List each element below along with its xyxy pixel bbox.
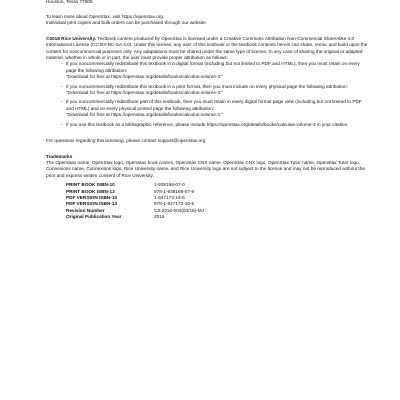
isbn-label: PDF VERSION ISBN-10 xyxy=(66,194,118,200)
isbn-table xyxy=(66,182,204,220)
revision-label: Revision Number xyxy=(66,207,105,213)
attribution-text: If you noncommercially redistribute part of this textbook, then you must retain in every digital format page view (including but not limited to PDF and HTML) and on every physical printed page the following attribution: xyxy=(66,99,362,111)
attribution-item-digital xyxy=(66,61,369,80)
isbn-value: 978-1-947172-16-6 xyxy=(154,201,195,207)
revision-value: C3-2016-003(03/18)-MJ xyxy=(154,207,205,213)
table-row xyxy=(66,214,204,220)
publication-year-label: Original Publication Year xyxy=(66,214,122,220)
attribution-item-print xyxy=(66,84,369,97)
isbn-value: 1-947172-16-6 xyxy=(154,194,185,200)
license-text: Textbook content produced by OpenStax is licensed under a Creative Commons Attribution Non-Commercial ShareAlike 4.0 International License (CC BY-NC-SA 4.0). Under this license, any user of this textbook or the textbook contents herein can share, remix, and build upon the content for noncommercial purposes only. Any adaptations must be shared under the same type of license. In any case of sharing the original or adapted material, whether in whole or in part, the user must provide proper attribution as follows: xyxy=(46,35,368,61)
attribution-item-partial xyxy=(66,99,369,118)
isbn-value: 1-938168-07-0 xyxy=(154,182,185,188)
isbn-value: 978-1-938168-07-9 xyxy=(154,188,195,194)
attribution-item-reference xyxy=(66,122,369,128)
intro-website-line: To learn more about OpenStax, visit https://openstax.org. xyxy=(46,14,165,19)
isbn-label: PRINT BOOK ISBN-13 xyxy=(66,188,115,194)
publisher-address: Houston, Texas 77005 xyxy=(46,0,93,4)
trademarks-heading: Trademarks xyxy=(46,153,73,159)
copyright-notice: ©2018 Rice University. xyxy=(46,35,97,41)
attribution-quote: “Download for free at https://openstax.org/details/books/calculus-volume-3.” xyxy=(66,74,223,80)
intro-orders-line: Individual print copies and bulk orders can be purchased through our website. xyxy=(46,20,208,26)
publication-year-value: 2016 xyxy=(154,214,165,220)
isbn-label: PRINT BOOK ISBN-10 xyxy=(66,182,115,188)
trademarks-text: The OpenStax name, OpenStax logo, OpenStax book covers, OpenStax CNX name, OpenStax CNX logo, OpenStax Tutor name, Openstax Tutor logo, Connexions name, Connexions logo, Rice University name, and Rice University logo are not subject to the license and may not be reproduced without the prior and express written consent of Rice University. xyxy=(46,159,365,178)
attribution-text: If you noncommercially redistribute this textbook in a print format, then you must include on every physical page the following attribution: xyxy=(66,83,348,89)
attribution-list xyxy=(66,61,369,128)
attribution-quote: “Download for free at https://openstax.org/details/books/calculus-volume-3.” xyxy=(66,90,223,96)
licensing-questions: For questions regarding this licensing, please contact support@openstax.org. xyxy=(46,138,207,144)
attribution-text: If you noncommercially redistribute this textbook in a digital format (including but not limited to PDF and HTML), then you must retain on every page the following attribution: xyxy=(66,61,360,73)
attribution-text: If you use this textbook as a bibliographic reference, please include https://openstax.org/details/books/calculus-volume-3 in your citation. xyxy=(66,121,349,127)
isbn-label: PDF VERSION ISBN-13 xyxy=(66,201,118,207)
attribution-quote: “Download for free at https://openstax.org/details/books/calculus-volume-3.” xyxy=(66,112,223,118)
license-paragraph xyxy=(46,36,369,62)
